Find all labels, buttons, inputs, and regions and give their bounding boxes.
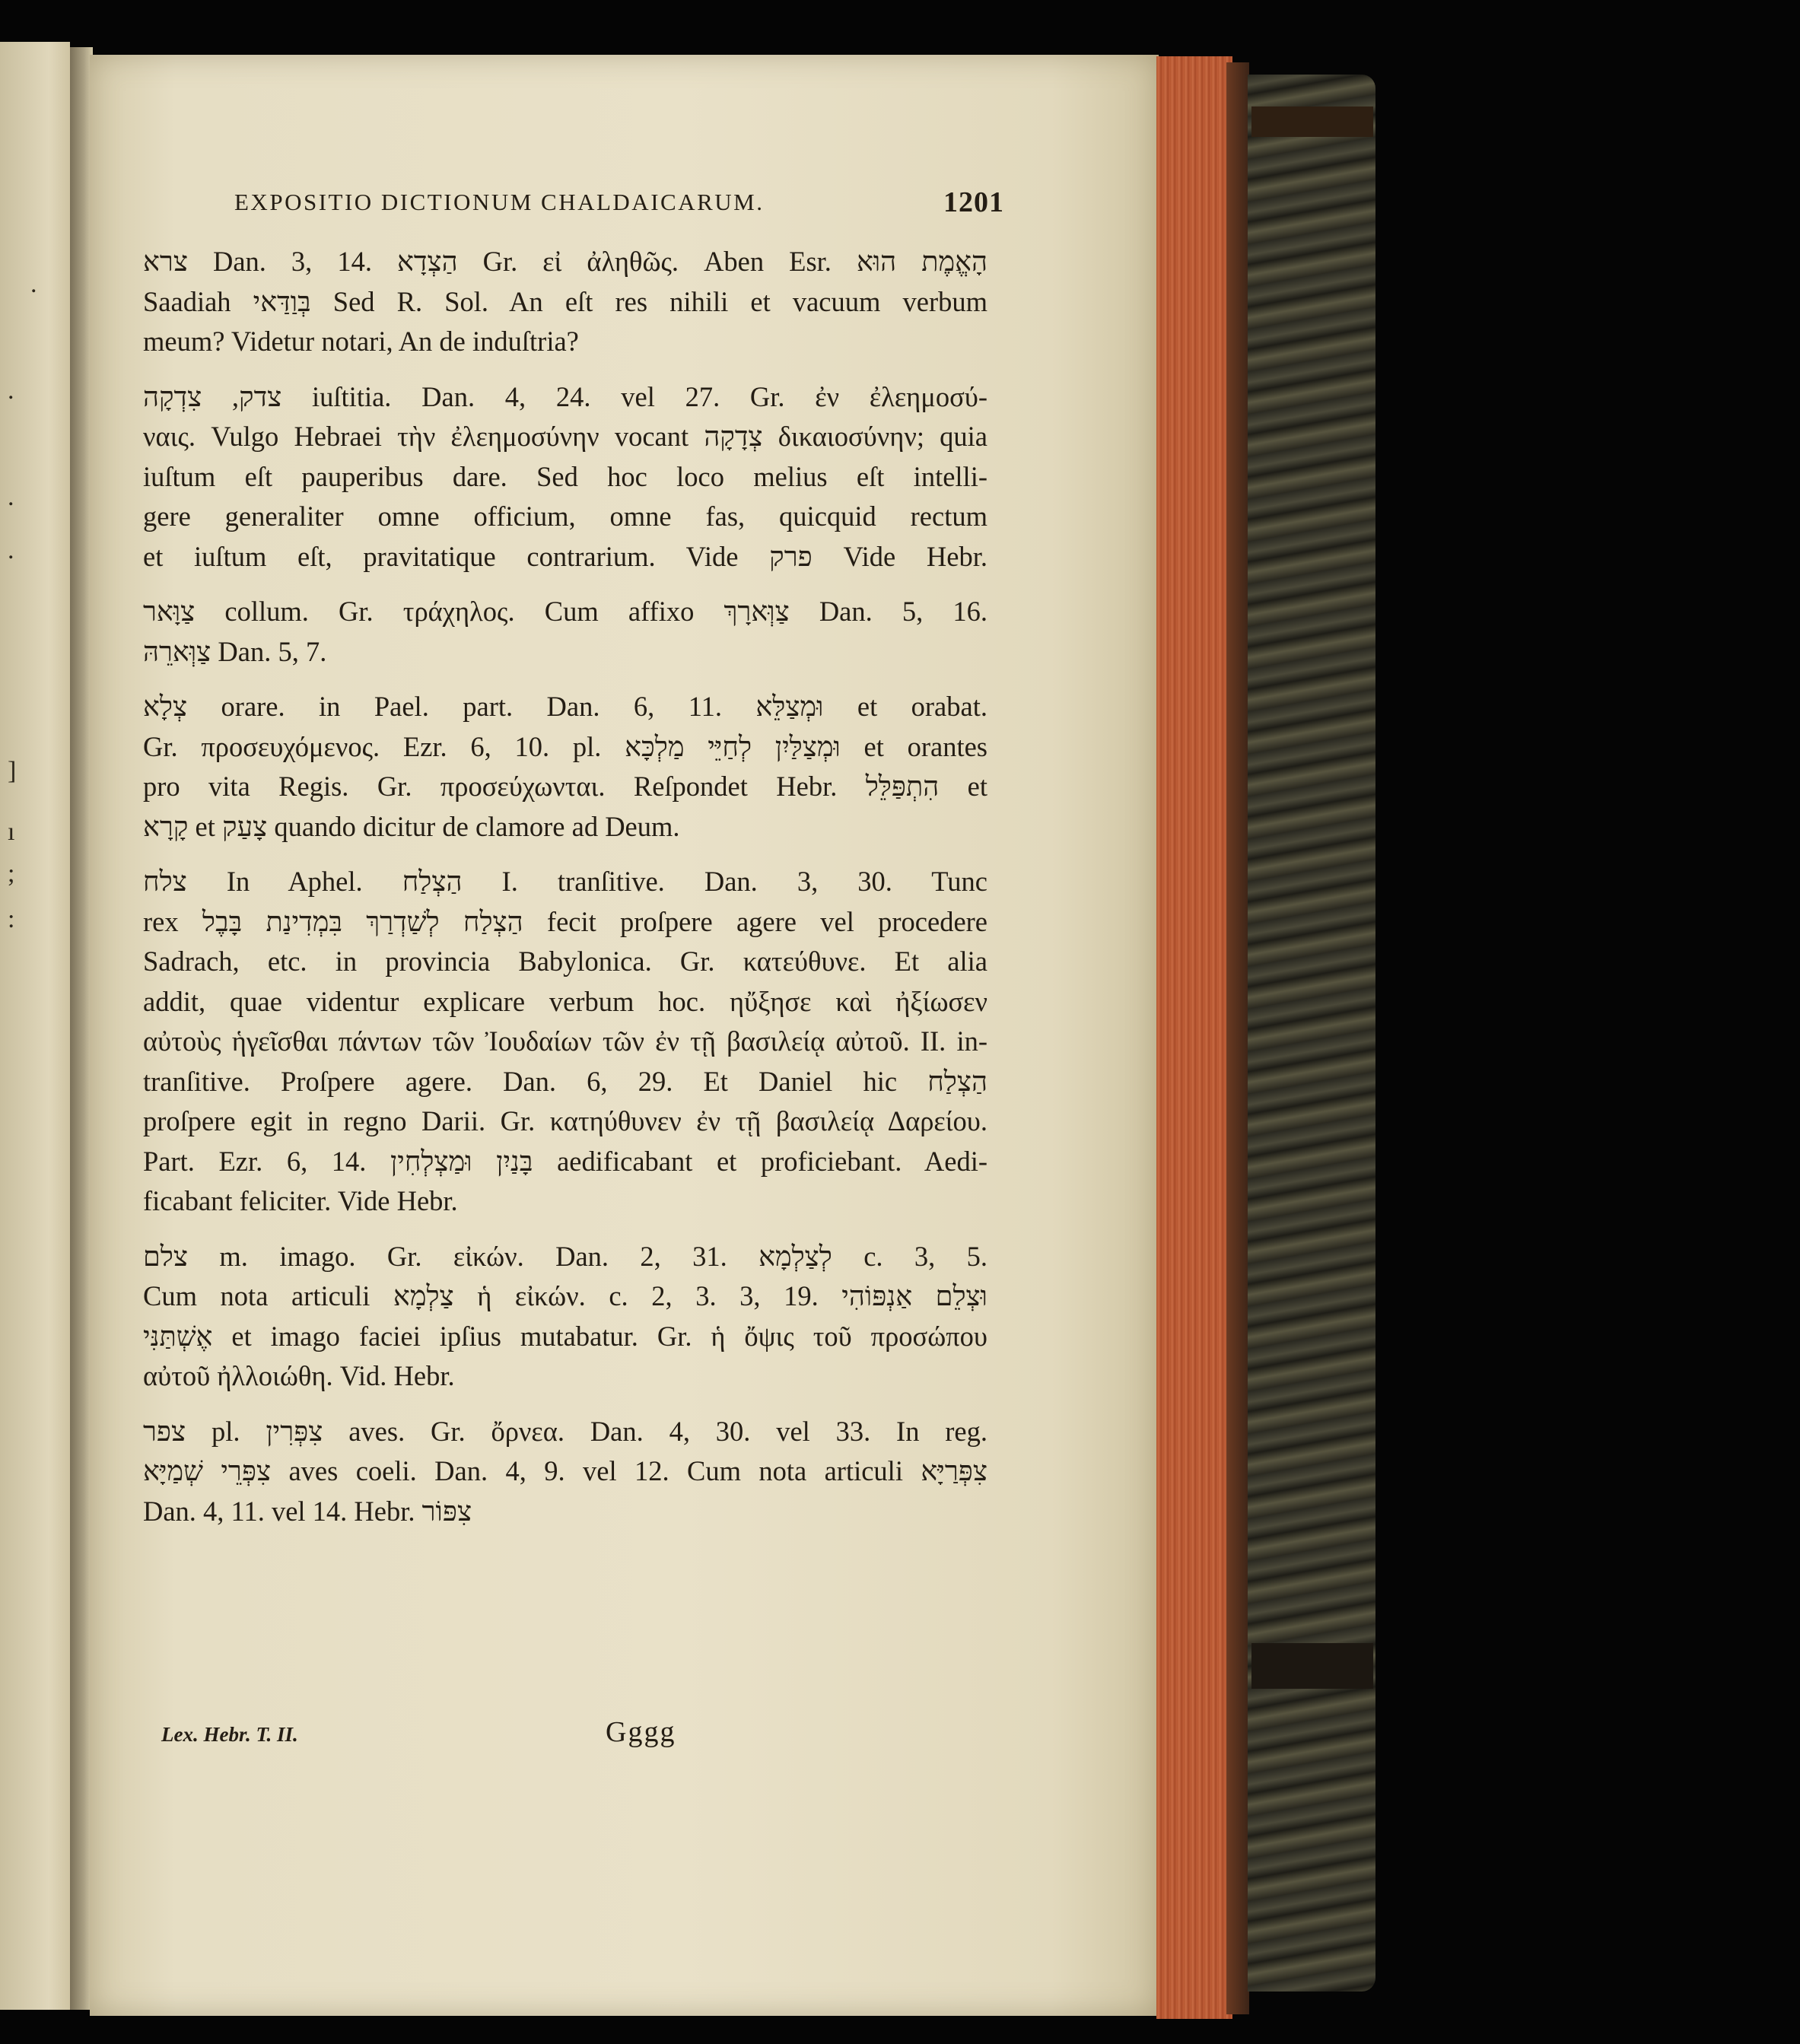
left-page-fragment: : — [8, 905, 15, 933]
book-binding — [1248, 75, 1375, 1992]
gathering-signature: Gggg — [606, 1716, 676, 1748]
volume-signature: Lex. Hebr. T. II. — [161, 1723, 298, 1746]
entry-line: αὐτοῦ ἠλλοιώθη. Vid. Hebr. — [143, 1360, 455, 1391]
page-fore-edge-shadow — [1226, 62, 1249, 2014]
left-page-fragment: . — [30, 270, 37, 298]
dictionary-entry — [143, 242, 987, 362]
entry-line: rex הַצְלַח לְשַׁדְרַךְ בִּמְדִינַת בָּבֶל fecit proſpere agere vel procedere — [143, 905, 987, 937]
dictionary-entries — [143, 242, 987, 1531]
entry-line: צַוְּארֵהּ Dan. 5, 7. — [143, 635, 327, 667]
entry-line: meum? Videtur notari, An de induſtria? — [143, 326, 579, 357]
running-head-title: EXPOSITIO DICTIONUM CHALDAICARUM. — [234, 189, 765, 215]
binding-band — [1251, 106, 1373, 137]
entry-line: אֶשְׁתַּנִּי et imago faciei ipſius mutabatur. Gr. ἡ ὄψις τοῦ προσώπου — [143, 1320, 987, 1352]
entry-line: קָרָא et צָעַק quando dicitur de clamore ad Deum. — [143, 810, 680, 842]
left-page-fragment: . — [8, 377, 14, 405]
entry-line: Gr. προσευχόμενος. Ezr. 6, 10. pl. וּמְצַלַּיִן לְחַיֵּי מַלְכָּא et orantes — [143, 730, 987, 762]
entry-line: pro vita Regis. Gr. προσεύχωνται. Reſpondet Hebr. הִתְפַּלֵּל et — [143, 771, 987, 802]
entry-line: proſpere egit in regno Darii. Gr. κατηύθυνεν ἐν τῇ βασιλείᾳ Δαρείου. — [143, 1105, 987, 1136]
dictionary-entry — [143, 1237, 987, 1397]
page-fore-edge — [1156, 56, 1232, 2019]
entry-line: et iuſtum eſt, pravitatique contrarium. Vide פרק Vide Hebr. — [143, 540, 987, 572]
left-page-fragment: ; — [8, 860, 15, 888]
entry-line: צַוָּאר collum. Gr. τράχηλος. Cum affixo צַוְּארָךְ Dan. 5, 16. — [143, 596, 988, 627]
left-page-fragment: . — [8, 483, 14, 511]
entry-line: ναις. Vulgo Hebraei τὴν ἐλεημοσύνην vocant צְדָקָה δικαιοσύνην; quia — [143, 421, 987, 452]
entry-line: Part. Ezr. 6, 14. בָּנַיִן וּמַצְלְחִין aedificabant et proficiebant. Aedi- — [143, 1145, 987, 1177]
entry-line: Cum nota articuli צַלְמָא ἡ εἰκών. c. 2, 3. 3, 19. וּצְלֵם אַנְפּוֹהִי — [143, 1280, 987, 1311]
entry-line: Sadrach, etc. in provincia Babylonica. Gr. κατεύθυνε. Et alia — [143, 946, 987, 977]
entry-line: iuſtum eſt pauperibus dare. Sed hoc loco melius eſt intelli- — [143, 460, 987, 492]
entry-line: addit, quae videntur explicare verbum hoc. ηὔξησε καὶ ἠξίωσεν — [143, 985, 987, 1017]
binding-band — [1251, 1643, 1373, 1689]
dictionary-entry — [143, 592, 987, 672]
entry-line: ficabant feliciter. Vide Hebr. — [143, 1185, 458, 1216]
entry-line: Dan. 4, 11. vel 14. Hebr. צִפּוֹר — [143, 1495, 472, 1527]
page-number: 1201 — [943, 186, 1004, 218]
dictionary-entry — [143, 377, 987, 577]
dictionary-entry — [143, 1412, 987, 1532]
entry-line: αὐτοὺς ἡγεῖσθαι πάντων τῶν Ἰουδαίων τῶν ἐν τῇ βασιλείᾳ αὐτοῦ. II. in- — [143, 1025, 987, 1057]
entry-line: צְלָא orare. in Pael. part. Dan. 6, 11. וּמְצַלֵּא et orabat. — [143, 691, 987, 722]
running-head — [234, 186, 1004, 224]
left-page-edge — [0, 42, 70, 2010]
entry-line: tranſitive. Proſpere agere. Dan. 6, 29. Et Daniel hic הַצְלַח — [143, 1065, 987, 1097]
entry-line: צרא Dan. 3, 14. הַצְדָא Gr. εἰ ἀληθῶς. Aben Esr. הָאֱמֶת הוּא — [143, 246, 987, 277]
entry-line: צדק, צִדְקָה iuſtitia. Dan. 4, 24. vel 27. Gr. ἐν ἐλεημοσύ- — [143, 380, 987, 412]
entry-line: צלח In Aphel. הַצְלַח I. tranſitive. Dan. 3, 30. Tunc — [143, 866, 987, 897]
dictionary-entry — [143, 862, 987, 1222]
entry-line: gere generaliter omne officium, omne fas, quicquid rectum — [143, 501, 987, 532]
left-page-fragment: ] — [8, 757, 17, 785]
left-page-fragment: ı — [8, 818, 15, 846]
entry-line: צלם m. imago. Gr. εἰκών. Dan. 2, 31. לְצַלְמָא c. 3, 5. — [143, 1240, 987, 1272]
page-footer — [161, 1715, 770, 1753]
dictionary-entry — [143, 687, 987, 847]
entry-line: Saadiah בְּוַדַּאי Sed R. Sol. An eſt res nihili et vacuum verbum — [143, 285, 987, 317]
entry-line: צִפְּרֵי שְׁמַיָּא aves coeli. Dan. 4, 9. vel 12. Cum nota articuli צִפְּרַיָּא — [143, 1455, 987, 1486]
left-page-fragment: . — [8, 536, 14, 564]
entry-line: צפר pl. צִפְּרִין aves. Gr. ὄρνεα. Dan. 4, 30. vel 33. In reg. — [143, 1415, 987, 1447]
